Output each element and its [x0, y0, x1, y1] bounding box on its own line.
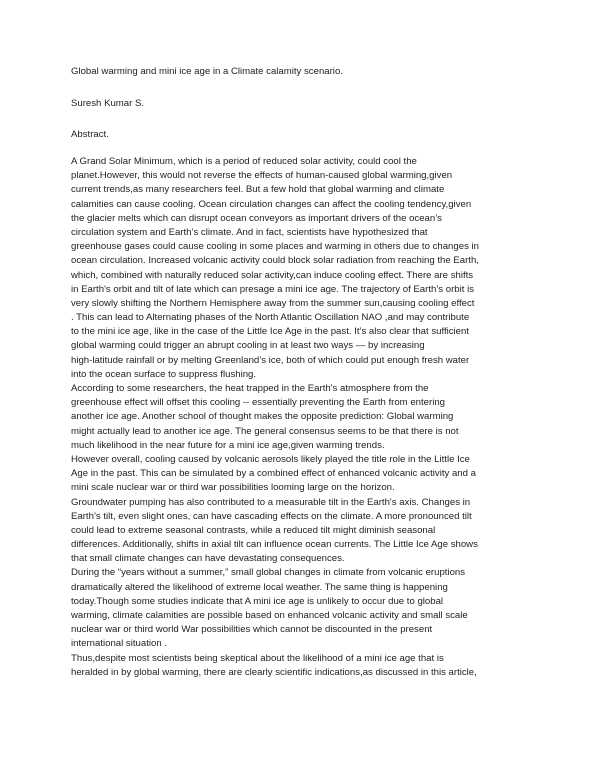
text-line: calamities can cause cooling. Ocean circulation changes can affect the cooling tendency,given: [71, 198, 472, 210]
document-title: Global warming and mini ice age in a Climate calamity scenario.: [71, 66, 343, 77]
text-line: Age in the past. This can be simulated by a combined effect of enhanced volcanic activity and a: [71, 468, 476, 480]
text-line: nuclear war or third world War possibilities which cannot be discounted in the present: [71, 624, 433, 636]
text-line: into the ocean surface to suppress flushing.: [71, 368, 257, 380]
text-line: international situation .: [71, 638, 167, 650]
text-line: warming, climate calamities are possible based on enhanced volcanic activity and small scale: [71, 610, 468, 621]
text-line: A Grand Solar Minimum, which is a period of reduced solar activity, could cool the: [71, 156, 417, 167]
author-name: Suresh Kumar S.: [71, 98, 145, 109]
text-line: that small climate changes can have devastating consequences.: [71, 553, 345, 565]
text-line: Thus,despite most scientists being skeptical about the likelihood of a mini ice age that is: [71, 652, 444, 664]
text-line: However overall, cooling caused by volcanic aerosols likely played the title role in the Little Ice: [71, 453, 470, 465]
text-line: Groundwater pumping has also contributed to a measurable tilt in the Earth's axis. Changes in: [71, 496, 471, 508]
text-line: differences. Additionally, shifts in axial tilt can influence ocean currents. The Little Ice Age shows: [71, 539, 478, 551]
text-line: greenhouse gases could cause cooling in some places and warming in others due to changes in: [71, 241, 479, 253]
text-line: current trends,as many researchers feel. But a few hold that global warming and climate: [71, 184, 445, 196]
text-line: in Earth's orbit and tilt of late which can presage a mini ice age. The trajectory of Earth’s orbit is: [71, 283, 475, 295]
text-line: . This can lead to Alternating phases of the North Atlantic Oscillation NAO ,and may contribute: [71, 312, 470, 324]
text-line: global warming could trigger an abrupt cooling in at least two ways — by increasing: [71, 340, 425, 352]
text-line: Earth’s tilt, even slight ones, can have cascading effects on the climate. A more pronounced tilt: [71, 510, 472, 522]
text-line: another ice age. Another school of thought makes the opposite prediction: Global warming: [71, 411, 454, 423]
text-line: ocean circulation. Increased volcanic activity could block solar radiation from reaching the Earth,: [71, 255, 479, 267]
abstract-heading: Abstract.: [71, 129, 109, 140]
text-line: heralded in by global warming, there are clearly scientific indications,as discussed in this article,: [71, 666, 477, 678]
text-line: could lead to extreme seasonal contrasts, while a reduced tilt might diminish seasonal: [71, 524, 436, 536]
text-line: According to some researchers, the heat trapped in the Earth's atmosphere from the: [71, 383, 429, 394]
text-line: circulation system and Earth’s climate. And in fact, scientists have hypothesized that: [71, 226, 428, 238]
text-line: During the “years without a summer,” small global changes in climate from volcanic eruptions: [71, 567, 466, 579]
text-line: which, combined with naturally reduced solar activity,can induce cooling effect. There are shifts: [71, 269, 474, 281]
text-line: today.Though some studies indicate that A mini ice age is unlikely to occur due to global: [71, 595, 444, 607]
text-line: dramatically altered the likelihood of extreme local weather. The same thing is happening: [71, 581, 448, 593]
text-line: the glacier melts which can disrupt ocean conveyors as important drivers of the ocean’s: [71, 212, 442, 224]
text-line: might actually lead to another ice age. The general consensus seems to be that there is not: [71, 425, 459, 437]
text-line: to the mini ice age, like in the case of the Little Ice Age in the past. It’s also clear that sufficient: [71, 326, 470, 338]
text-line: very slowly shifting the Northern Hemisphere away from the summer sun,causing cooling effect: [71, 297, 475, 309]
text-line: much likelihood in the near future for a mini ice age,given warming trends.: [71, 439, 385, 451]
text-line: high-latitude rainfall or by melting Greenland’s ice, both of which could put enough fresh water: [71, 354, 470, 366]
text-line: planet.However, this would not reverse the effects of human-caused global warming,given: [71, 170, 453, 182]
abstract-body: [71, 155, 541, 680]
text-line: greenhouse effect will offset this cooling -- essentially preventing the Earth from entering: [71, 397, 446, 409]
text-line: mini scale nuclear war or third war possibilities looming large on the horizon.: [71, 482, 395, 494]
